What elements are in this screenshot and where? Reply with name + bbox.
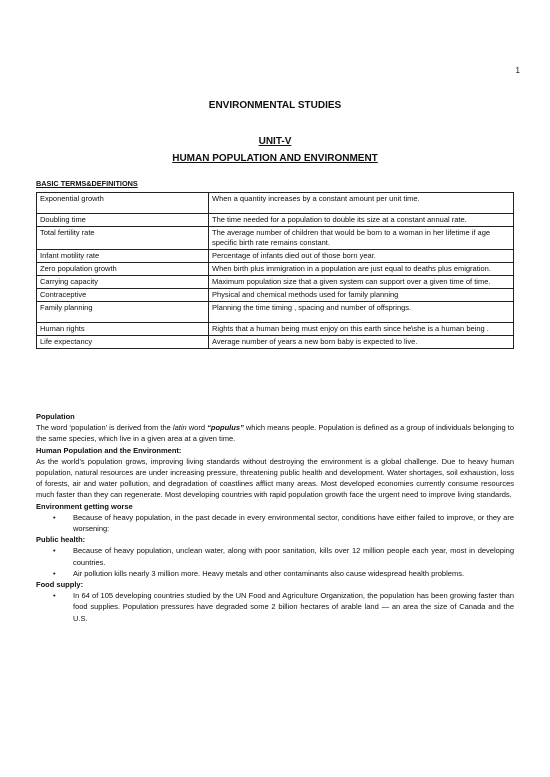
section-heading-food-supply: Food supply: [36,580,84,590]
term-cell: Doubling time [37,214,209,227]
table-row [37,302,514,323]
definition-cell: Planning the time timing , spacing and number of offsprings. [209,302,514,323]
italic-populus: “populus” [207,423,244,433]
table-row [37,276,514,289]
term-cell: Zero population growth [37,263,209,276]
chapter-title: HUMAN POPULATION AND ENVIRONMENT [172,153,378,164]
table-row [37,214,514,227]
table-row [37,227,514,250]
table-row [37,193,514,214]
text-run: The word ‘population’ is derived from the [36,423,173,433]
food-supply-list [36,590,514,624]
table-row [37,250,514,263]
section-heading-public-health: Public health: [36,535,86,545]
term-cell: Family planning [37,302,209,323]
list-item: • In 64 of 105 developing countries studied by the UN Food and Agriculture Organization, the population has been growing faster than food supplies. Population pressures have degraded some 2 billion hectares of arable land — an area the size of Canada and the U.S. [73,590,514,624]
term-cell: Human rights [37,323,209,336]
page-number: 1 [515,66,520,75]
term-cell: Exponential growth [37,193,209,214]
list-item: • Because of heavy population, in the past decade in every environmental sector, conditions have either failed to improve, or they are worsening: [73,512,514,534]
environment-list [36,512,514,534]
definition-cell: Physical and chemical methods used for family planning [209,289,514,302]
table-row [37,323,514,336]
definition-cell: Rights that a human being must enjoy on this earth since he\she is a human being . [209,323,514,336]
table-row [37,336,514,349]
definition-cell: The time needed for a population to double its size at a constant annual rate. [209,214,514,227]
term-cell: Life expectancy [37,336,209,349]
table-row [37,263,514,276]
section-heading-population: Population [36,412,75,421]
unit-title: UNIT-V [258,136,292,147]
term-cell: Carrying capacity [37,276,209,289]
list-item: • Because of heavy population, unclean water, along with poor sanitation, kills over 12 million people each year, most in developing countries. [73,545,514,567]
definition-cell: Percentage of infants died out of those born year. [209,250,514,263]
definition-cell: When a quantity increases by a constant amount per unit time. [209,193,514,214]
italic-latin: latin [172,423,187,433]
text-run: which means people. Population is defined as a group of individuals belonging to the same species, which live in a given area at a given time. [36,423,515,444]
table-row [37,289,514,302]
terms-heading: BASIC TERMS&DEFINITIONS [36,179,138,188]
body-text [36,411,514,624]
term-cell: Total fertility rate [37,227,209,250]
hpe-paragraph: As the world’s population grows, improving living standards without destroying the environment is a global challenge. Due to heavy human population, natural resources are under increasing pressure, threatening public health and development. Water shortages, soil exhaustion, loss of forests, air and water pollution, and degradation of coastlines afflict many areas. Most developed economies currently consume resources much faster than they can regenerate. Most developing countries with rapid population growth face the urgent need to improve living standards. [36,456,514,500]
list-item: • Air pollution kills nearly 3 million more. Heavy metals and other contaminants also cause widespread health problems. [73,568,514,579]
document-title: ENVIRONMENTAL STUDIES [208,100,342,111]
section-heading-hpe: Human Population and the Environment: [36,445,182,455]
term-cell: Contraceptive [37,289,209,302]
definition-cell: When birth plus immigration in a population are just equal to deaths plus emigration. [209,263,514,276]
text-run: word [186,423,208,433]
definition-cell: The average number of children that would be born to a woman in her lifetime if age specific birth rate remains constant. [209,227,514,250]
population-paragraph [36,422,514,444]
terms-table [36,192,514,349]
term-cell: Infant motility rate [37,250,209,263]
definition-cell: Average number of years a new born baby is expected to live. [209,336,514,349]
section-heading-environment: Environment getting worse [36,501,133,511]
public-health-list [36,545,514,579]
definition-cell: Maximum population size that a given system can support over a given time of time. [209,276,514,289]
